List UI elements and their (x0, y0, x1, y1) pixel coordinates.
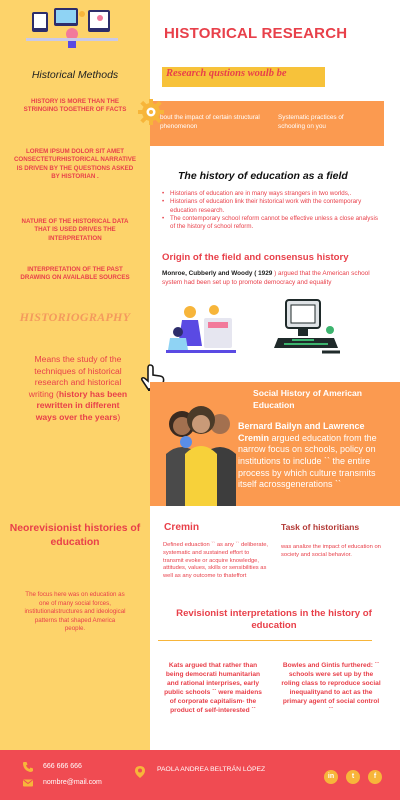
author-name: PAOLA ANDREA BELTRÁN LÓPEZ (157, 766, 266, 773)
origin-authors: Monroe, Cubberly and Woody ( 1929 (162, 270, 275, 277)
team-photo (160, 398, 240, 506)
field-bullet: • The contemporary school reform cannot be effective unless a close analysis of the history of school reform. (162, 215, 384, 232)
methods-label: Historical Methods (31, 69, 119, 81)
linkedin-icon[interactable]: in (324, 770, 338, 784)
historiography-def-emphasis: history has been rewritten in different ways over the years (35, 388, 128, 422)
education-illustration (22, 4, 122, 48)
mail-icon (22, 776, 34, 788)
social-history-text (238, 421, 390, 491)
email-address: nombre@mail.com (43, 779, 102, 786)
location-pin-icon (134, 765, 146, 779)
historiography-title: HISTORIOGRAPHY (19, 310, 131, 324)
social-history-body: argued education from the narrow focus on schools, policy on institutions to include `` the entire process by which culture transmits itself acrossgenerations `` (238, 432, 377, 490)
origin-text (162, 270, 380, 288)
origin-title: Origin of the field and consensus history (162, 252, 349, 263)
task-text: was analize the impact of education on society and social behavior. (281, 544, 381, 558)
revisionist-divider (158, 640, 372, 641)
question-2: Systematic practices of schooling on you (278, 114, 344, 130)
computer-illustration (272, 296, 344, 360)
social-history-authors: Bernard Bailyn and Lawrence Cremin (238, 421, 365, 443)
phone-number: 666 666 666 (43, 763, 82, 770)
historiography-def-end: ) (117, 411, 121, 422)
question-1: bout the impact of certain structural phenomenon (160, 114, 260, 130)
field-bullet: • Historians of education are in many ways strangers in two worlds,. (162, 190, 384, 198)
task-title: Task of historitians (281, 522, 360, 532)
footer (0, 750, 400, 800)
twitter-icon[interactable]: t (346, 770, 360, 784)
left-paragraph-1: HISTORY IS MORE THAN THE STRINGING TOGETHER OF FACTS (23, 98, 127, 114)
left-paragraph-4: INTERPRETATION OF THE PAST DRAWING ON AVAILABLE SOURCES (20, 266, 130, 282)
revisionist-title: Revisionist interpretations in the history of education (176, 608, 372, 632)
historiography-def-start: Means the study of the techniques of historical research and historical writing ( (28, 354, 122, 399)
people-illustration (164, 298, 240, 358)
field-title: The history of education as a field (178, 170, 348, 182)
field-bullet-list (162, 190, 384, 232)
phone-icon (22, 760, 34, 772)
historiography-definition (26, 354, 130, 424)
neorevisionist-title: Neorevisionist histories of education (9, 523, 141, 548)
page-title: HISTORICAL RESEARCH (164, 25, 348, 42)
questions-banner-label: Research qustions woulb be (166, 68, 287, 79)
origin-body: ) argued that the American school system had been set up to promote democracy and equality (162, 270, 370, 286)
cremin-text: Defined eduaction `` as any `` deliberate, systematic and sustained effort to transmit evoke or acquire knowledge, attitudes, values, skills or sensibilities as well as any outcome to thateffort (163, 542, 269, 580)
neorevisionist-text: The focus here was on education as one of many social forces, institutionalstructures and ideological patterns that shaped America people. (24, 591, 126, 633)
left-paragraph-2: LOREM IPSUM DOLOR SIT AMET CONSECTETURHISTORICAL NARRATIVE IS DRIVEN BY THE QUESTIONS ASKED BY HISTORIAN . (13, 148, 137, 181)
field-bullet: • Historians of education link their historical work with the contemporary education research. (162, 198, 384, 215)
revisionist-left-text: Kats argued that rather than being democrati humanitarian and rational interprises, early public schools `` were maidens of corporate capitalism- the product of self-interested `` (164, 662, 262, 715)
facebook-icon[interactable]: f (368, 770, 382, 784)
revisionist-right-text: Bowles and Gintis furthered: `` schools were set up by the roling class to reproduce social inequalityand to act as the primary agent of social control `` (281, 662, 381, 715)
cremin-title: Cremin (164, 522, 200, 533)
left-paragraph-3: NATURE OF THE HISTORICAL DATA THAT IS USED DRIVES THE INTERPRETATION (21, 218, 129, 242)
social-history-title: Social History of American Education (253, 388, 363, 410)
